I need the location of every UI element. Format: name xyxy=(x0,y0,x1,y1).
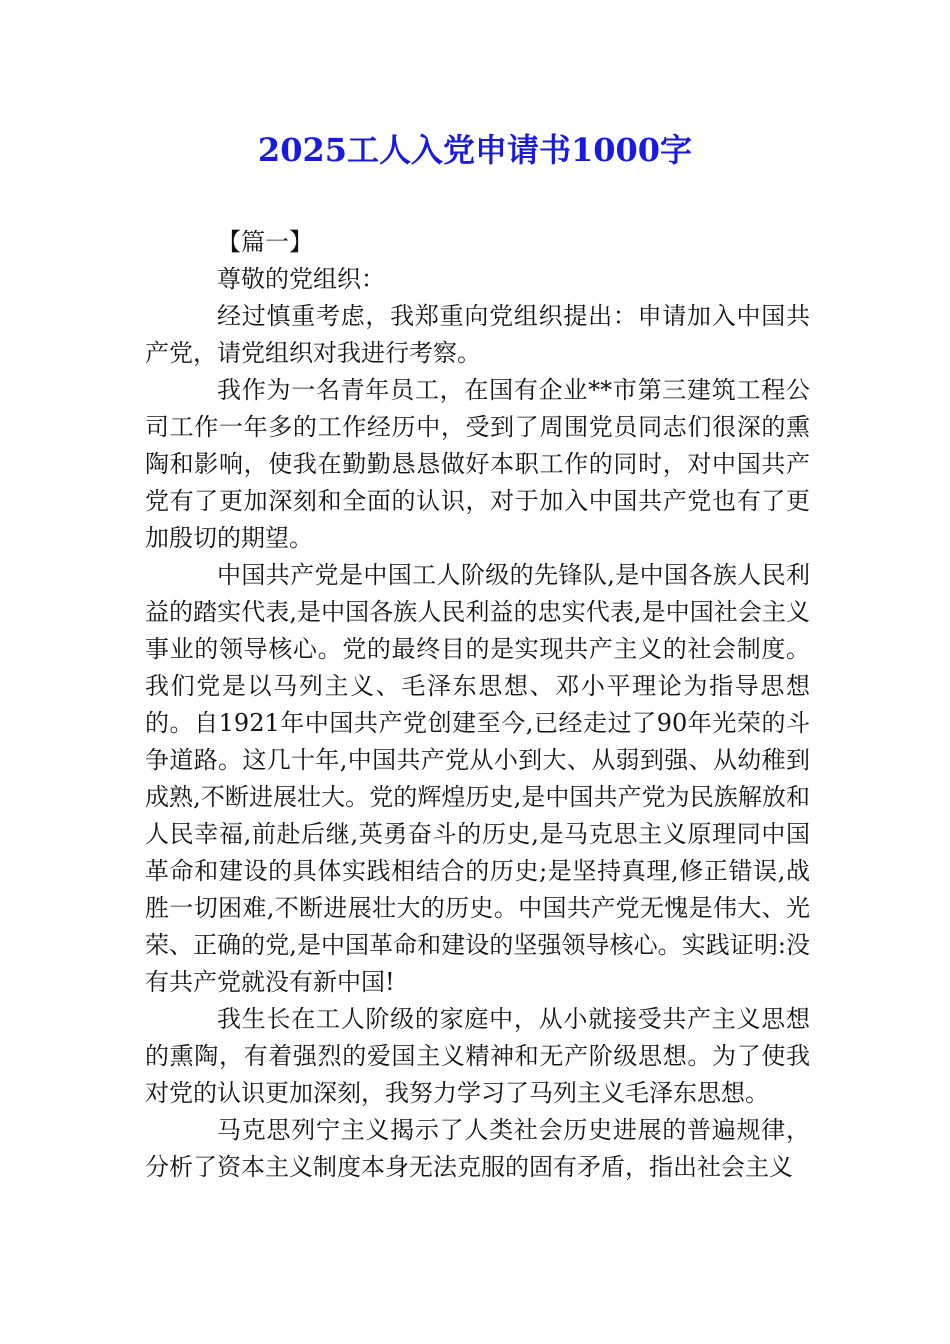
document-title: 2025工人入党申请书1000字 xyxy=(257,131,693,169)
salutation: 尊敬的党组织： xyxy=(217,265,385,293)
paragraph: 马克思列宁主义揭示了人类社会历史进展的普遍规律，分析了资本主义制度本身无法克服的固有矛盾，指出社会主义 xyxy=(145,1116,810,1181)
paragraph: 我作为一名青年员工，在国有企业**市第三建筑工程公司工作一年多的工作经历中，受到了周围党员同志们很深的熏陶和影响，使我在勤勤恳恳做好本职工作的同时，对中国共产党有了更加深刻和全面的认识，对于加入中国共产党也有了更加殷切的期望。 xyxy=(145,376,810,552)
paragraph: 中国共产党是中国工人阶级的先锋队,是中国各族人民利益的踏实代表,是中国各族人民利益的忠实代表,是中国社会主义事业的领导核心。党的最终目的是实现共产主义的社会制度。我们党是以马列主义、毛泽东思想、邓小平理论为指导思想的。自1921年中国共产党创建至今,已经走过了90年光荣的斗争道路。这几十年,中国共产党从小到大、从弱到强、从幼稚到成熟,不断进展壮大。党的辉煌历史,是中国共产党为民族解放和人民幸福,前赴后继,英勇奋斗的历史,是马克思主义原理同中国革命和建设的具体实践相结合的历史;是坚持真理,修正错误,战胜一切困难,不断进展壮大的历史。中国共产党无愧是伟大、光荣、正确的党,是中国革命和建设的坚强领导核心。实践证明:没有共产党就没有新中国! xyxy=(145,561,810,996)
document-body xyxy=(145,224,810,1186)
paragraph: 经过慎重考虑，我郑重向党组织提出：申请加入中国共产党，请党组织对我进行考察。 xyxy=(145,302,810,367)
paragraph: 我生长在工人阶级的家庭中，从小就接受共产主义思想的熏陶，有着强烈的爱国主义精神和无产阶级思想。为了使我对党的认识更加深刻，我努力学习了马列主义毛泽东思想。 xyxy=(145,1005,810,1107)
section-heading: 【篇一】 xyxy=(217,228,313,256)
